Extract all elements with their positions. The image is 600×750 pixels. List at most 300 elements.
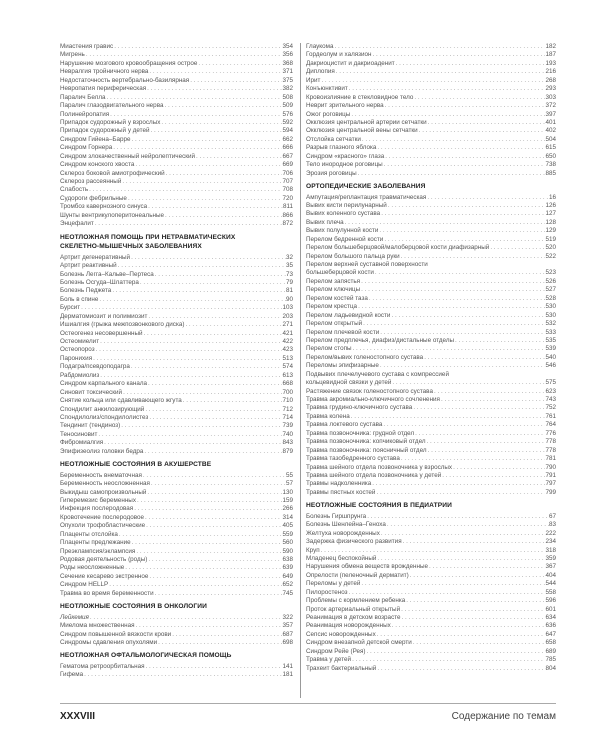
index-entry [60,212,293,220]
dot-leader [376,144,545,152]
entry-title: Окклюзия центральной артерии сетчатки [306,118,427,126]
entry-page: 778 [545,446,556,454]
dot-leader [143,448,282,456]
dot-leader [391,379,545,387]
index-entry [306,136,556,144]
dot-leader [145,522,282,530]
index-entry [306,455,556,463]
index-entry [306,622,556,630]
dot-leader [94,220,283,228]
entry-title: Гифема [60,671,84,679]
dot-leader [454,337,545,345]
index-entry [306,639,556,647]
entry-title: Болезнь Осгуда–Шлаттера [60,278,139,286]
page-number: XXXVIII [60,711,96,722]
entry-page: 79 [285,278,293,286]
entry-page: 636 [545,622,556,630]
entry-page: 216 [545,68,556,76]
entry-page: 615 [545,144,556,152]
index-entry [306,472,556,480]
entry-page: 592 [282,118,293,126]
entry-page: 222 [545,529,556,537]
entry-title: Травма акромиально-ключичного сочленения [306,396,440,403]
entry-page: 35 [285,262,293,270]
entry-title: Перелом предплечья, диафиз/дистальные отделы [306,336,455,344]
dot-leader [98,296,286,304]
entry-page: 520 [545,244,556,252]
entry-title: Остеопороз [60,346,95,354]
entry-title: Травма колена [306,412,350,420]
entry-title: Теносиновит [60,430,98,438]
entry-page: 293 [545,85,556,93]
entry-title: Бурсит [60,304,81,312]
entry-page: 885 [545,169,556,177]
dot-leader [452,464,545,472]
entry-page: 182 [545,43,556,50]
entry-page: 421 [282,329,293,337]
entry-title: Синовит токсический [60,388,123,396]
index-entry [60,170,293,178]
entry-page: 159 [282,496,293,504]
index-entry [60,279,293,287]
entry-title: Болезнь Шенлейна–Геноха [306,521,386,529]
entry-page: 523 [545,269,556,277]
entry-page: 647 [545,630,556,638]
entry-title: Синдром злокачественный нейролептический [60,152,196,160]
entry-page: 714 [282,413,293,421]
index-entry [60,77,293,85]
entry-title: Выкидыш самопроизвольный [60,488,147,496]
entry-title: Боль в спине [60,295,99,303]
index-entry [60,178,293,186]
entry-page: 575 [545,379,556,387]
dot-leader [348,85,546,93]
entry-title: Фибромиалгия [60,439,104,447]
entry-page: 669 [282,161,293,169]
index-entry [306,388,556,396]
entry-title: Преэклампсия/эклампсия [60,547,136,555]
index-entry [60,262,293,270]
entry-title: Пилоростеноз [306,588,348,596]
index-entry [60,287,293,295]
entry-title: Перелом большого пальца руки [306,252,400,260]
index-entry [60,51,293,59]
entry-page: 811 [282,203,293,211]
index-entry [60,144,293,152]
dot-leader [375,489,545,497]
entry-page: 530 [545,303,556,311]
dot-leader [412,404,545,412]
entry-title: Травма во время беременности [60,589,154,597]
entry-page: 546 [545,362,556,370]
entry-title: Тело инородное роговицы [306,161,383,169]
entry-title: Припадок судорожный у детей [60,127,150,135]
index-entry [306,170,556,178]
index-entry [306,438,556,446]
index-entry [306,329,556,337]
entry-page: 668 [282,380,293,388]
entry-page: 266 [282,505,293,513]
entry-page: 712 [282,405,293,413]
entry-page: 375 [282,76,293,84]
column-divider [300,43,301,698]
index-entry [306,286,556,294]
entry-title: Гематома ретроорбитальная [60,662,145,670]
index-entry [60,321,293,329]
index-entry [306,312,556,320]
entry-title: Спондилит анкилозирующий [60,405,145,413]
entry-title: Диплопия [306,68,335,76]
entry-title: Травма шейного отдела позвоночника у детей [306,471,442,479]
index-entry [60,531,293,539]
entry-page: 382 [282,85,293,93]
entry-title: Нарушения обмена веществ врожденные [306,563,429,571]
index-entry [306,244,556,252]
dot-leader [426,438,546,446]
index-entry [306,563,556,571]
dot-leader [163,102,282,110]
entry-title: Плаценты отслойка [60,530,118,538]
index-entry [306,489,556,497]
dot-leader [99,338,282,346]
dot-leader [130,254,286,262]
entry-title: Ампутация/реплантация травматическая [306,193,427,201]
index-entry [60,622,293,630]
index-entry [306,421,556,429]
dot-leader [360,278,545,286]
index-entry [306,648,556,656]
dot-leader [409,572,546,580]
entry-page: 623 [545,387,556,395]
index-entry [60,296,293,304]
dot-leader [89,614,283,622]
index-entry [60,439,293,447]
dot-leader [391,622,546,630]
index-entry [306,153,556,161]
entry-page: 790 [545,463,556,471]
index-entry [60,489,293,497]
index-entry [306,656,556,664]
entry-page: 710 [282,397,293,405]
dot-leader [118,531,283,539]
dot-leader [361,136,546,144]
entry-page: 560 [282,539,293,547]
entry-page: 357 [282,622,293,630]
dot-leader [154,271,286,279]
dot-leader [124,564,282,572]
entry-title: Судороги фебрильные [60,194,127,202]
dot-leader [145,663,283,671]
dot-leader [426,194,549,202]
index-entry [306,597,556,605]
index-entry [60,127,293,135]
dot-leader [366,648,546,656]
entry-page: 639 [282,564,293,572]
entry-page: 866 [282,211,293,219]
entry-page: 533 [545,328,556,336]
entry-page: 509 [282,102,293,110]
entry-title: Остеогенез несовершенный [60,329,143,337]
entry-title: Миастения гравис [60,43,114,50]
entry-title: Вывих кисти перилунарный [306,201,387,209]
index-entry [306,77,556,85]
dot-leader [160,119,282,127]
dot-leader [150,480,286,488]
entry-title: Спондилолиз/спондилолистез [60,413,149,421]
dot-leader [120,422,282,430]
entry-title: Полинейропатия [60,110,110,118]
index-entry [306,354,556,362]
entry-title: Травмы пястных костей [306,488,376,496]
index-entry [306,202,556,210]
dot-leader [142,472,286,480]
entry-title: Трахеит бактериальный [306,664,377,672]
entry-title: Перелом бедренной кости [306,235,384,243]
entry-page: 594 [282,127,293,135]
index-entry [306,513,556,521]
entry-title: Беременность внематочная [60,471,142,479]
entry-title: Реанимация новорожденных [306,622,391,630]
entry-title: Тромбоз кавернозного синуса [60,203,148,211]
entry-page: 103 [282,304,293,312]
entry-page: 634 [545,614,556,621]
entry-page: 397 [545,110,556,118]
entry-page: 689 [545,647,556,655]
index-entry [306,430,556,438]
entry-title: Беременность неосложненная [60,480,150,488]
dot-leader [379,329,545,337]
footer-rule [60,703,556,704]
index-entry-line: Подвывих плечелучевого сустава с компрессией [306,370,449,378]
entry-title: Проток артериальный открытый [306,605,401,613]
dot-leader [379,362,546,370]
index-entry [306,413,556,421]
entry-title: Опухоли трофобластические [60,522,146,530]
dot-leader [85,51,283,59]
index-entry [60,539,293,547]
index-column-left [60,43,293,680]
entry-title: Проблемы с кормлением ребенка [306,597,406,605]
section-heading: НЕОТЛОЖНАЯ ПОМОЩЬ ПРИ НЕТРАВМАТИЧЕСКИХ [60,233,236,241]
dot-leader [130,363,283,371]
index-entry [306,320,556,328]
index-entry [306,227,556,235]
entry-page: 559 [282,530,293,538]
entry-page: 193 [545,59,556,67]
dot-leader [184,321,282,329]
index-entry [60,671,293,679]
index-entry [306,614,556,622]
dot-leader [360,580,545,588]
index-entry [60,346,293,354]
dot-leader [135,622,283,630]
entry-page: 181 [282,671,293,679]
index-entry [60,94,293,102]
entry-title: Перелом костей таза [306,294,368,302]
dot-leader [164,212,282,220]
entry-page: 127 [545,210,556,218]
dot-leader [374,269,546,277]
entry-title: Сепсис новорожденных [306,630,376,638]
dot-leader [133,505,282,513]
entry-title: кольцевидной связки у детей [306,379,392,387]
index-entry [306,161,556,169]
entry-page: 519 [545,235,556,243]
entry-page: 707 [282,178,293,185]
entry-page: 368 [282,59,293,67]
dot-leader [376,665,545,673]
dot-leader [400,455,546,463]
index-entry [60,220,293,228]
entry-title: Остеомиелит [60,338,100,345]
entry-title: Травма локтевого сустава [306,421,383,429]
entry-page: 359 [545,554,556,562]
entry-page: 576 [282,110,293,118]
index-entry [306,547,556,555]
index-entry [306,572,556,580]
index-entry [60,422,293,430]
entry-page: 700 [282,388,293,396]
dot-leader [139,279,286,287]
dot-leader [122,389,282,397]
index-entry [60,380,293,388]
dot-leader [440,396,546,404]
section-heading: НЕОТЛОЖНЫЕ СОСТОЯНИЯ В ОНКОЛОГИИ [60,603,207,611]
dot-leader [127,195,283,203]
entry-page: 530 [545,311,556,319]
entry-title: Задержка физического развития [306,538,402,546]
index-entry [306,68,556,76]
entry-page: 526 [545,277,556,285]
entry-page: 81 [285,287,293,295]
entry-page: 67 [548,512,556,520]
entry-title: Травмы надколенника [306,480,372,488]
entry-title: Травма грудино-ключичного сустава [306,404,413,412]
dot-leader [352,345,546,353]
section-heading: НЕОТЛОЖНАЯ ОФТАЛЬМОЛОГИЧЕСКАЯ ПОМОЩЬ [60,652,232,660]
entry-page: 422 [282,338,293,345]
entry-page: 720 [282,194,293,202]
dot-leader [418,127,546,135]
entry-title: Перелом большеберцовой/малоберцовой кости диафизарный [306,244,490,252]
dot-leader [372,51,546,59]
index-entry [60,522,293,530]
index-entry [60,414,293,422]
entry-title: Вывих коленного сустава [306,210,381,218]
dot-leader [136,497,282,505]
dot-leader [117,262,286,270]
entry-page: 764 [545,421,556,429]
entry-page: 804 [545,664,556,672]
index-entry [306,589,556,597]
entry-title: Гордеолум и халязион [306,51,372,59]
dot-leader [357,170,546,178]
dot-leader [121,178,282,186]
index-entry [60,203,293,211]
entry-title: Травма у детей [306,656,352,664]
dot-leader [320,77,545,85]
entry-title: Травма позвоночника: поясничный отдел [306,446,427,454]
entry-page: 32 [285,253,293,261]
dot-leader [390,312,545,320]
entry-title: Паралич глазодвигательного нерва [60,102,164,110]
entry-title: Гиперемезис беременных [60,496,136,504]
entry-title: Желтуха новорожденных [306,529,380,537]
dot-leader [489,244,545,252]
index-entry [306,269,556,277]
entry-page: 708 [282,186,293,194]
entry-page: 745 [282,589,293,597]
entry-page: 83 [548,521,556,529]
entry-title: Синдромы сдавления опухолями [60,639,158,646]
entry-title: Синдром конского хвоста [60,161,135,169]
dot-leader [148,68,282,76]
index-entry [60,397,293,405]
dot-leader [423,354,545,362]
dot-leader [106,94,283,102]
entry-page: 740 [282,430,293,438]
dot-leader [402,538,546,546]
dot-leader [368,295,546,303]
index-entry [306,210,556,218]
entry-page: 843 [282,439,293,447]
entry-title: Лейкемия [60,613,89,621]
entry-page: 322 [282,613,293,621]
entry-title: Синдром карпального канала [60,380,148,388]
entry-title: Синдром Рейе (Рея) [306,647,366,655]
entry-page: 504 [545,135,556,143]
dot-leader [383,236,545,244]
index-entry [306,60,556,68]
entry-title: Перелом запястья [306,277,361,285]
index-entry [60,330,293,338]
section-heading: НЕОТЛОЖНЫЕ СОСТОЯНИЯ В АКУШЕРСТВЕ [60,461,212,469]
entry-title: Круп [306,546,320,554]
dot-leader [88,186,282,194]
entry-title: Артрит дегенеративный [60,253,131,261]
entry-title: Перелом ключицы [306,286,361,294]
index-entry [60,480,293,488]
entry-page: 318 [545,546,556,554]
dot-leader [371,480,545,488]
dot-leader [134,161,282,169]
index-entry [306,606,556,614]
index-entry [60,431,293,439]
dot-leader [182,397,283,405]
dot-leader [157,639,282,647]
index-entry [306,51,556,59]
entry-title: Кровоизлияние в стекловидное тело [306,93,414,101]
entry-title: Синдром внезапной детской смерти [306,639,412,647]
dot-leader [146,85,282,93]
index-entry [60,573,293,581]
index-entry [60,186,293,194]
entry-page: 658 [545,639,556,647]
entry-page: 638 [282,556,293,563]
index-entry [60,389,293,397]
entry-title: Конъюнктивит [306,85,348,93]
index-entry [60,564,293,572]
index-entry [60,355,293,363]
dot-leader [395,60,546,68]
entry-title: Опрелости (пеленочный дерматит) [306,571,409,579]
entry-page: 508 [282,93,293,101]
section-heading: НЕОТЛОЖНЫЕ СОСТОЯНИЯ В ПЕДИАТРИИ [306,502,452,510]
entry-title: Синдром Гийена–Барре [60,135,131,143]
entry-page: 650 [545,152,556,160]
dot-leader [400,606,545,614]
dot-leader [380,530,546,538]
